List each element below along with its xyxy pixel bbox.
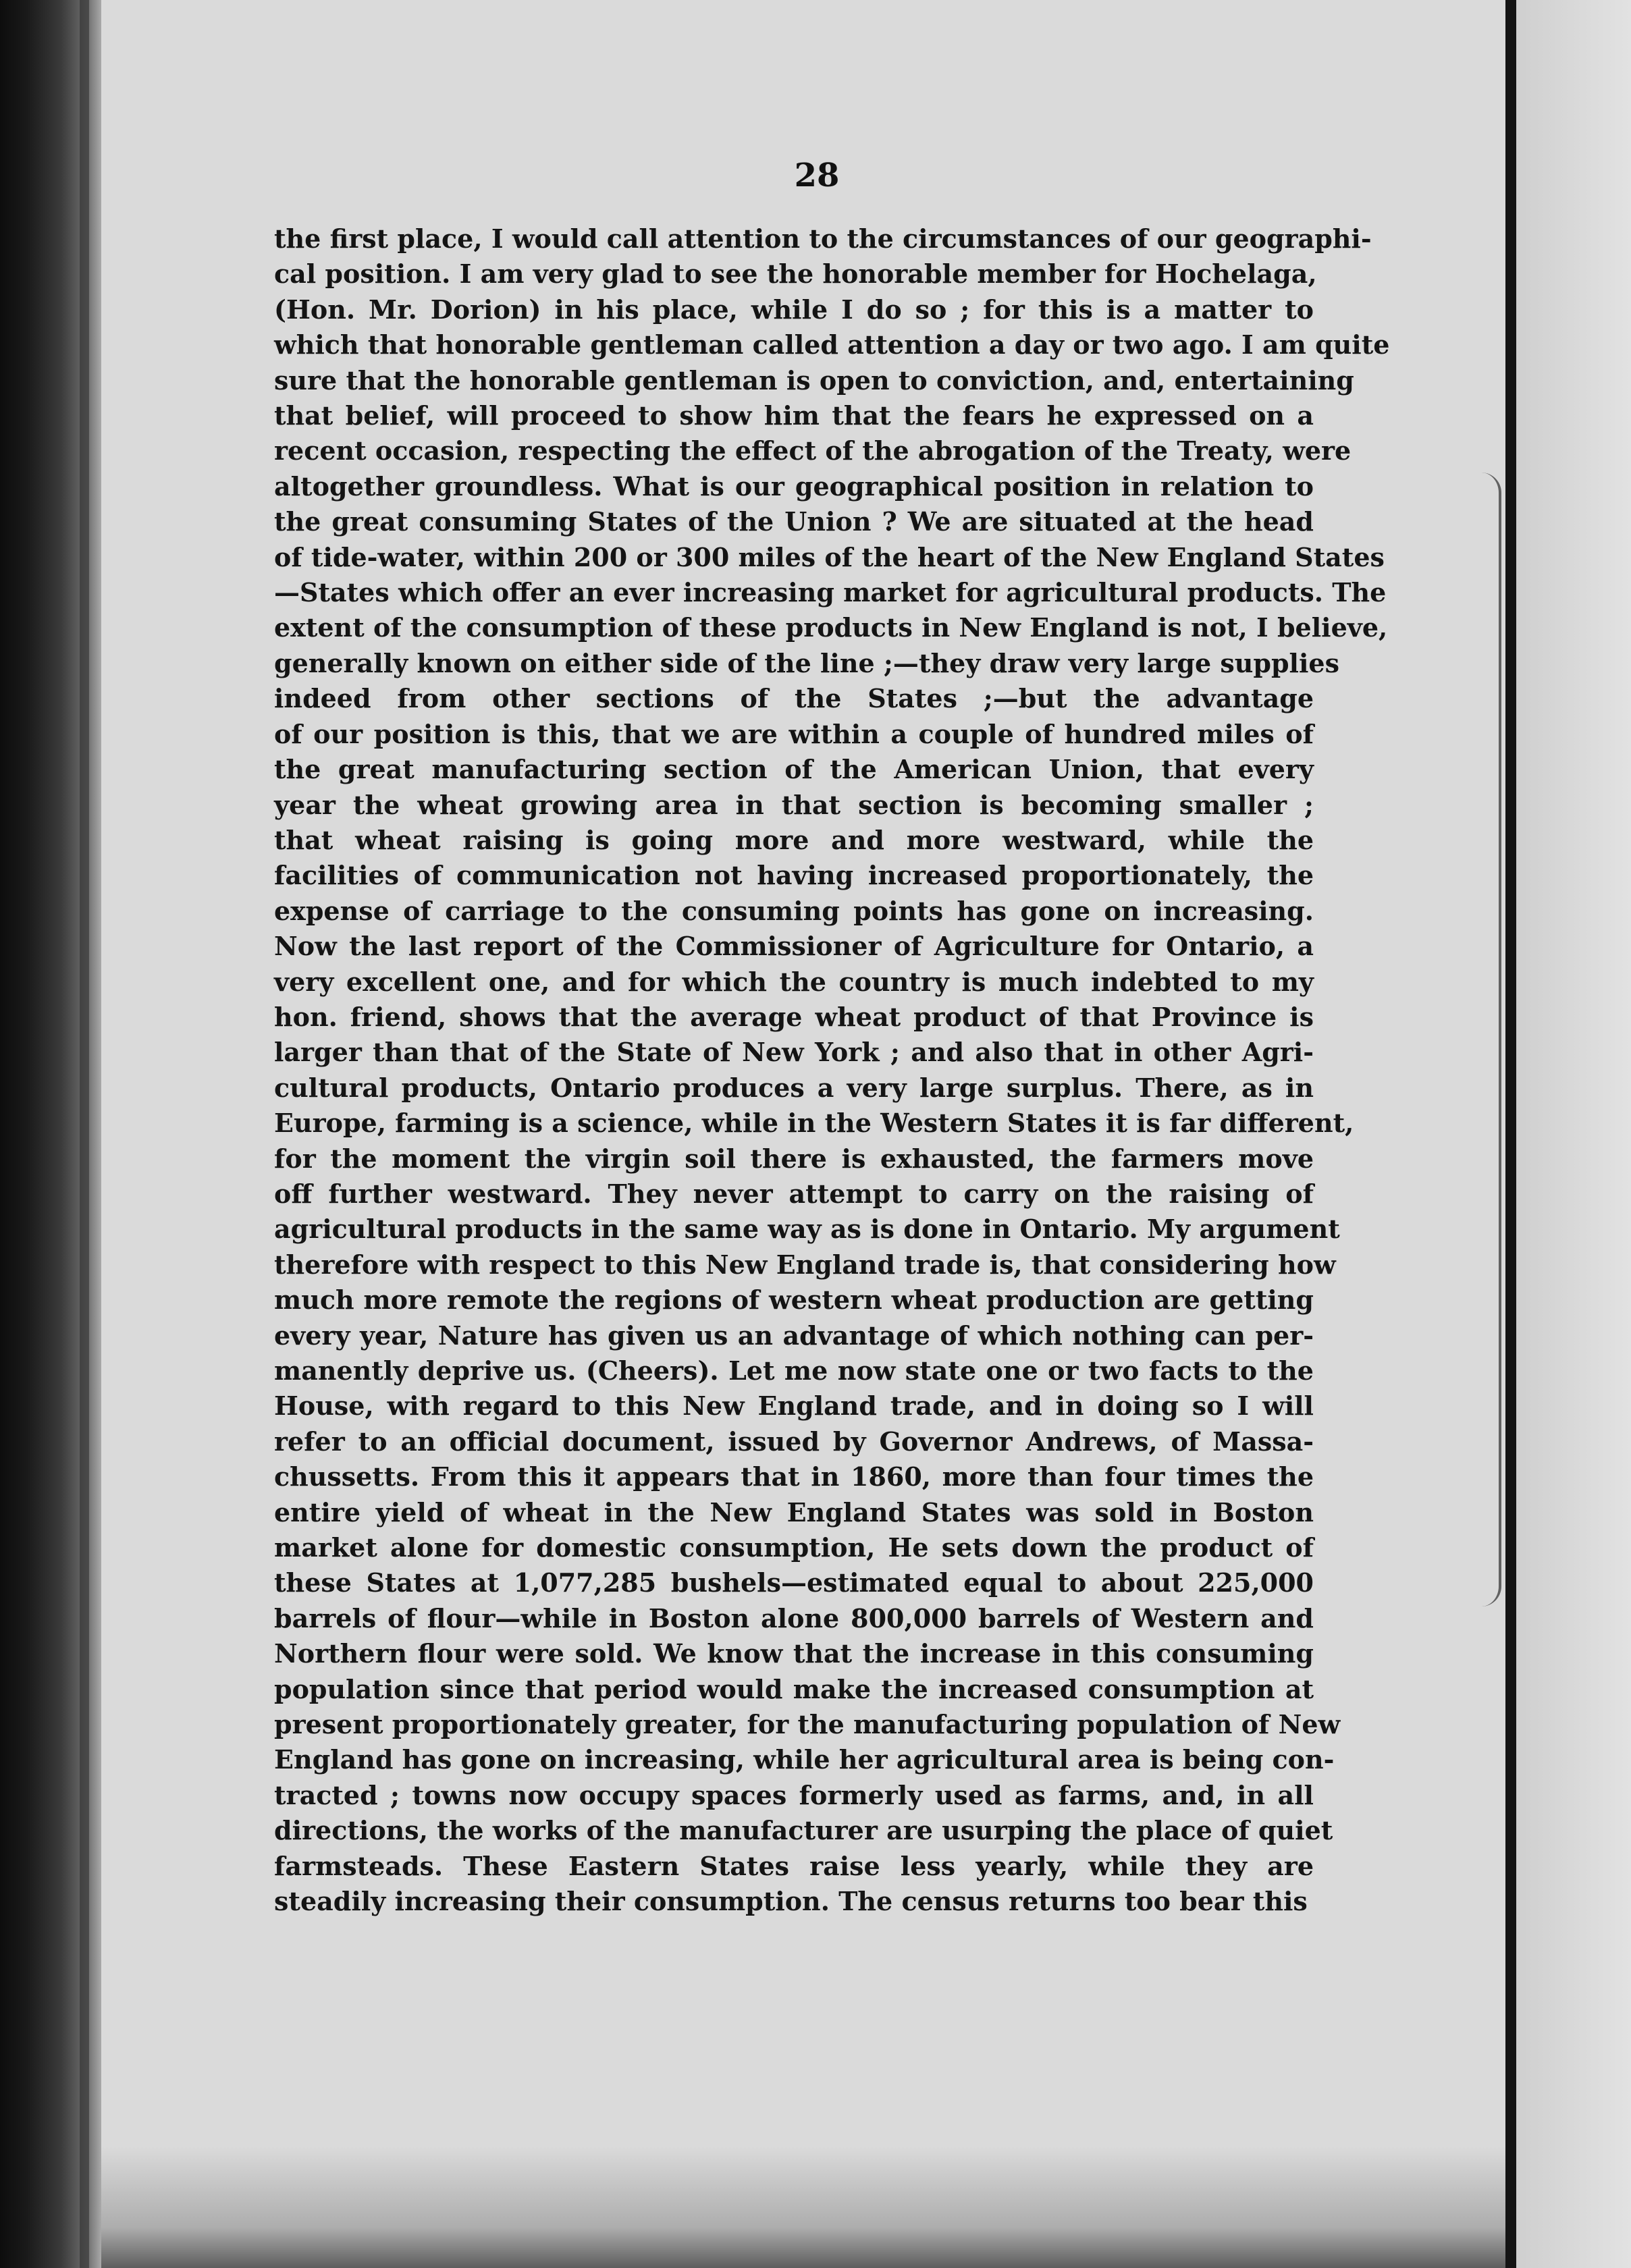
text-line: agricultural products in the same way as is done in Ontario. My argument — [274, 1214, 1340, 1245]
text-line: manently deprive us. (Cheers). Let me now state one or two facts to the — [274, 1355, 1314, 1386]
text-line: generally known on either side of the line ;—they draw very large supplies — [274, 647, 1339, 678]
text-line: of our position is this, that we are within a couple of hundred miles of — [274, 718, 1314, 749]
text-line: these States at 1,077,285 bushels—estimated equal to about 225,000 — [274, 1567, 1314, 1598]
text-line: (Hon. Mr. Dorion) in his place, while I do so ; for this is a matter to — [274, 294, 1314, 325]
text-line: England has gone on increasing, while her agricultural area is being con- — [274, 1744, 1335, 1775]
text-line: that belief, will proceed to show him that the fears he expressed on a — [274, 400, 1314, 431]
text-line: altogether groundless. What is our geographical position in relation to — [274, 470, 1314, 502]
text-line: population since that period would make the increased consumption at — [274, 1673, 1314, 1704]
text-line: tracted ; towns now occupy spaces formerly used as farms, and, in all — [274, 1779, 1314, 1810]
text-line: —States which offer an ever increasing market for agricultural products. The — [274, 577, 1387, 608]
text-line: therefore with respect to this New England trade is, that considering how — [274, 1249, 1336, 1280]
text-line: year the wheat growing area in that section is becoming smaller ; — [274, 789, 1314, 820]
text-line: every year, Nature has given us an advantage of which nothing can per- — [274, 1320, 1314, 1351]
text-line: indeed from other sections of the States ;—but the advantage — [274, 683, 1314, 714]
text-line: market alone for domestic consumption, He sets down the product of — [274, 1532, 1314, 1563]
text-line: sure that the honorable gentleman is open to conviction, and, entertaining — [274, 364, 1354, 396]
text-line: expense of carriage to the consuming points has gone on increasing. — [274, 895, 1314, 926]
page-number: 28 — [794, 157, 840, 194]
text-line: chussetts. From this it appears that in 1860, more than four times the — [274, 1461, 1314, 1492]
text-line: Now the last report of the Commissioner of Agriculture for Ontario, a — [274, 931, 1314, 962]
text-line: the great consuming States of the Union ? We are situated at the head — [274, 506, 1314, 537]
page-edge-curl — [1478, 473, 1501, 1606]
text-line: which that honorable gentleman called attention a day or two ago. I am quite — [274, 329, 1390, 360]
text-line: much more remote the regions of western wheat production are getting — [274, 1285, 1314, 1316]
adjacent-page-edge — [1516, 0, 1631, 2268]
text-line: farmsteads. These Eastern States raise less yearly, while they are — [274, 1850, 1314, 1881]
text-line: for the moment the virgin soil there is exhausted, the farmers move — [274, 1143, 1314, 1174]
binding-fold — [80, 0, 89, 2268]
text-line: directions, the works of the manufacturer are usurping the place of quiet — [274, 1815, 1333, 1846]
text-line: the first place, I would call attention to the circumstances of our geographi- — [274, 223, 1372, 254]
text-line: larger than that of the State of New York ; and also that in other Agri- — [274, 1037, 1314, 1068]
text-line: House, with regard to this New England trade, and in doing so I will — [274, 1390, 1314, 1422]
text-line: barrels of flour—while in Boston alone 800,000 barrels of Western and — [274, 1602, 1314, 1634]
text-line: refer to an official document, issued by Governor Andrews, of Massa- — [274, 1426, 1314, 1457]
text-line: that wheat raising is going more and more westward, while the — [274, 824, 1314, 855]
body-text — [274, 221, 1390, 1920]
text-line: off further westward. They never attempt to carry on the raising of — [274, 1178, 1314, 1209]
text-line: hon. friend, shows that the average wheat product of that Province is — [274, 1001, 1314, 1032]
text-line: recent occasion, respecting the effect of the abrogation of the Treaty, were — [274, 435, 1352, 466]
text-line: Northern flour were sold. We know that the increase in this consuming — [274, 1638, 1314, 1669]
text-line: facilities of communication not having increased proportionately, the — [274, 860, 1314, 891]
text-line: of tide-water, within 200 or 300 miles of the heart of the New England States — [274, 541, 1385, 572]
text-line: very excellent one, and for which the country is much indebted to my — [274, 966, 1314, 997]
text-line: present proportionately greater, for the manufacturing population of New — [274, 1709, 1341, 1740]
page-gutter — [1505, 0, 1516, 2268]
text-line: entire yield of wheat in the New England States was sold in Boston — [274, 1496, 1314, 1528]
page-bottom-shadow — [101, 2146, 1505, 2268]
text-line: Europe, farming is a science, while in the Western States it is far different, — [274, 1108, 1354, 1139]
text-line: cal position. I am very glad to see the honorable member for Hochelaga, — [274, 259, 1317, 290]
text-line: extent of the consumption of these products in New England is not, I believe, — [274, 612, 1388, 643]
text-line: cultural products, Ontario produces a very large surplus. There, as in — [274, 1072, 1314, 1103]
text-line: the great manufacturing section of the American Union, that every — [274, 754, 1314, 785]
text-line: steadily increasing their consumption. The census returns too bear this — [274, 1886, 1308, 1917]
